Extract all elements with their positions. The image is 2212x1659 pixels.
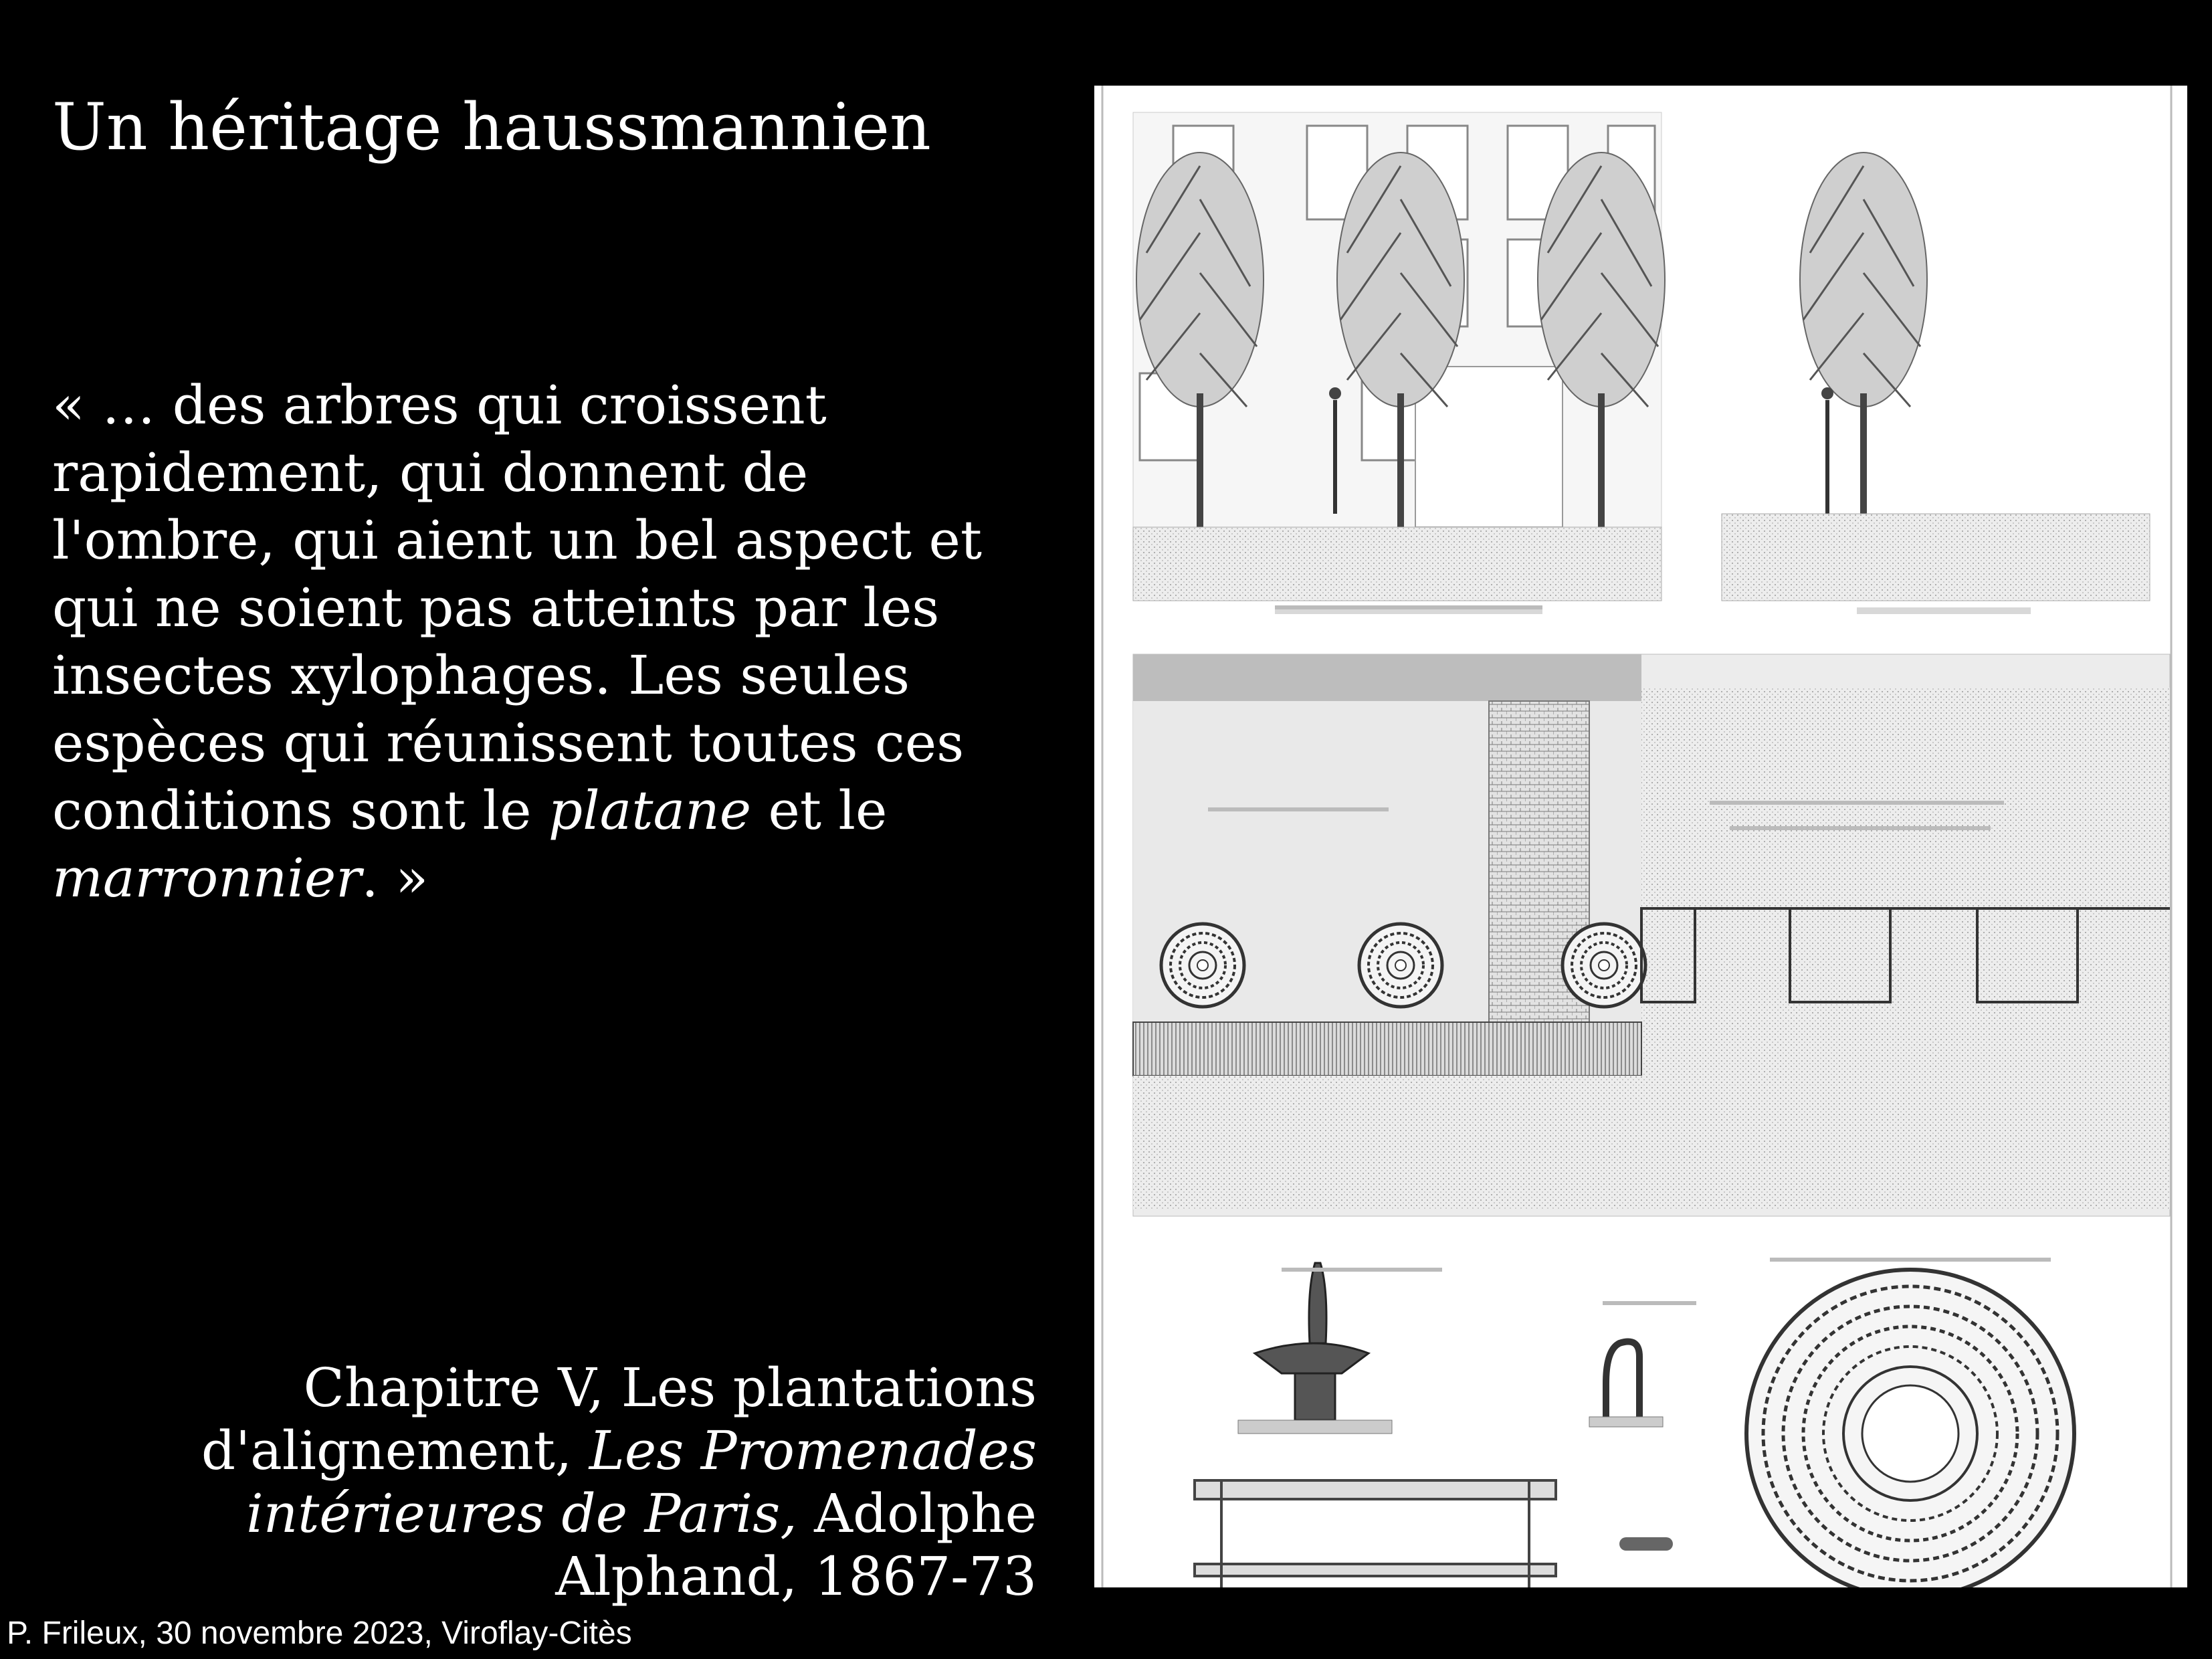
quote-line: espèces qui réunissent toutes ces xyxy=(52,712,965,774)
engraving-plate-icon xyxy=(1094,86,2187,1587)
citation-text: Adolphe xyxy=(797,1482,1037,1545)
citation-line: Alphand, 1867-73 xyxy=(555,1545,1037,1607)
quote-text: conditions sont le xyxy=(52,779,548,842)
quote-line: l'ombre, qui aient un bel aspect et xyxy=(52,509,982,571)
engraving-illustration xyxy=(1094,86,2187,1587)
slide-footer: P. Frileux, 30 novembre 2023, Viroflay-Citès xyxy=(7,1616,632,1651)
quote-italic-platane: platane xyxy=(548,779,752,842)
quote-text: et le xyxy=(751,779,888,842)
citation-line: Chapitre V, Les plantations xyxy=(303,1357,1037,1419)
quote-line xyxy=(52,777,1069,844)
quote-line: insectes xylophages. Les seules xyxy=(52,644,910,706)
citation-italic: Les Promenades xyxy=(589,1420,1037,1482)
quote-block xyxy=(52,371,1069,912)
quote-italic-marronnier: marronnier xyxy=(52,847,362,909)
quote-text: . » xyxy=(361,847,429,909)
quote-line xyxy=(52,844,1069,912)
citation-italic: intérieures de Paris, xyxy=(246,1482,797,1545)
citation-line xyxy=(201,1420,1037,1482)
citation-text: d'alignement, xyxy=(201,1420,589,1482)
quote-line: « … des arbres qui croissent xyxy=(52,374,827,436)
quote-line: rapidement, qui donnent de xyxy=(52,442,809,504)
citation-line xyxy=(201,1482,1037,1545)
quote-line: qui ne soient pas atteints par les xyxy=(52,577,940,639)
source-citation xyxy=(201,1357,1037,1608)
slide-title: Un héritage haussmannien xyxy=(52,90,931,165)
